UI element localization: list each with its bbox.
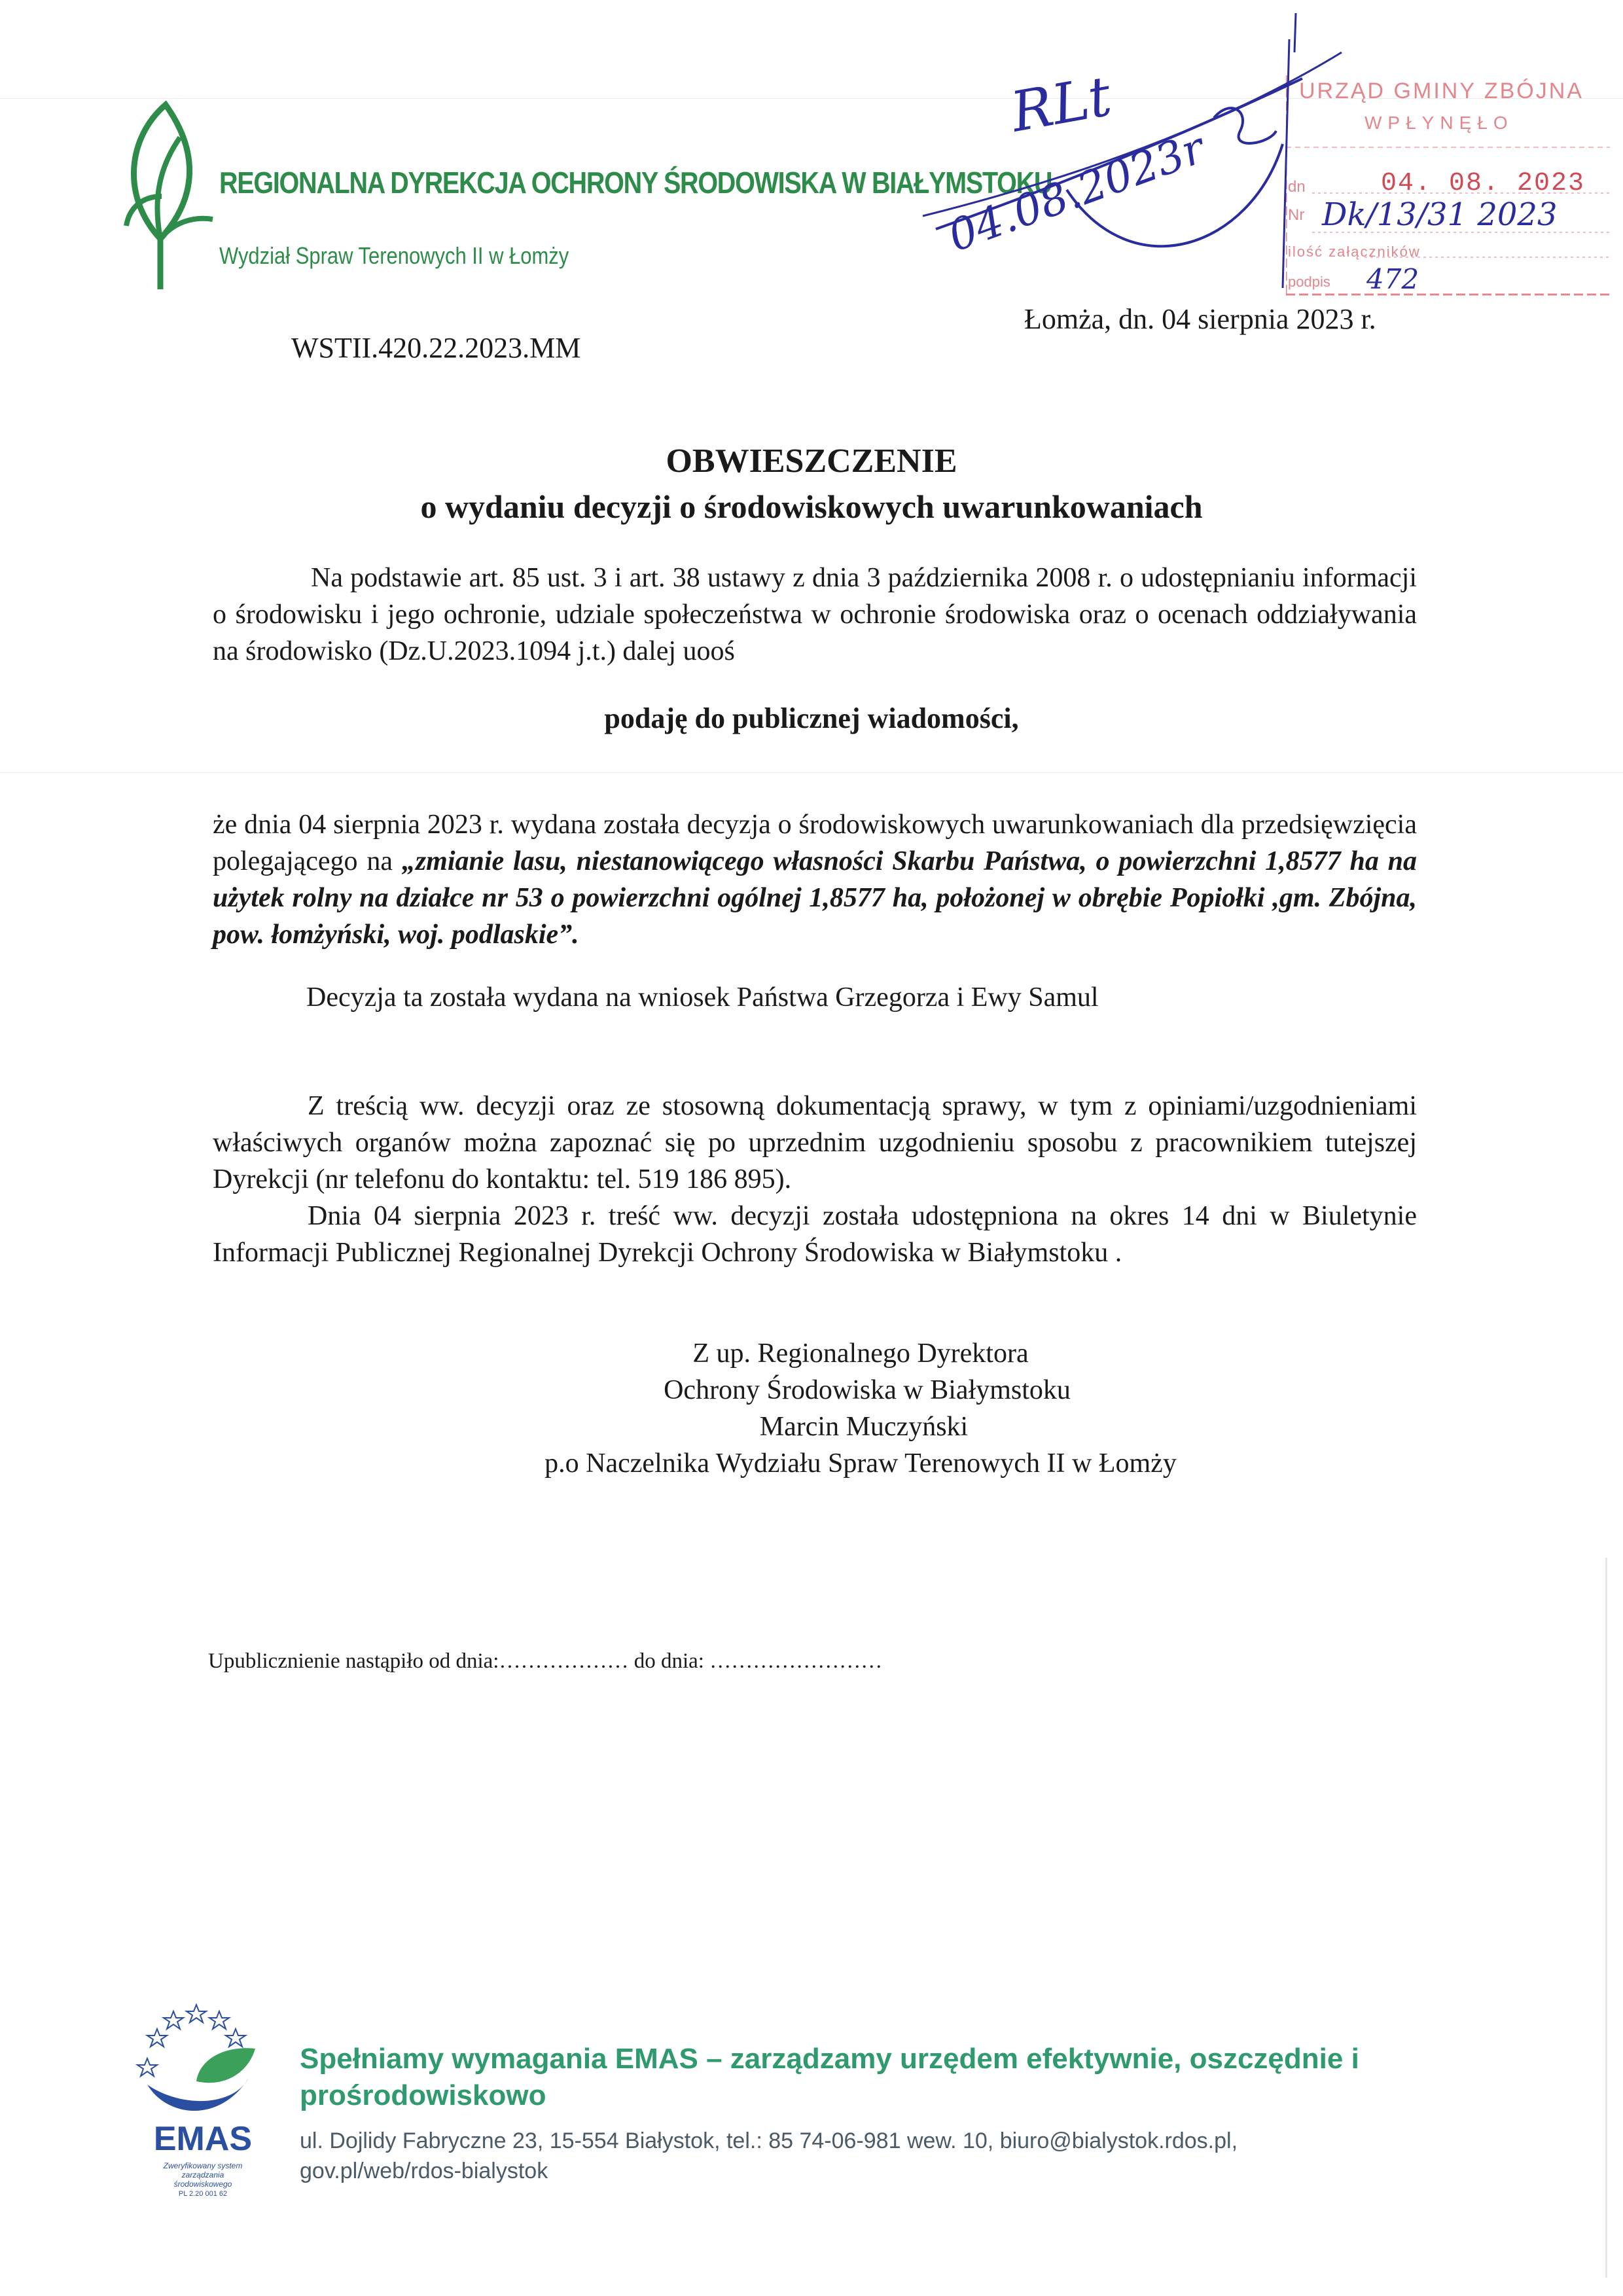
emas-caption-2: zarządzania [181,2170,224,2179]
signature-name: Marcin Muczyński [759,1412,969,1442]
decision-paragraph [213,806,1417,953]
stamp-title: URZĄD GMINY ZBÓJNA [1299,79,1584,103]
emas-registration: PL 2.20 001 62 [178,2190,228,2198]
handwritten-initials: RLt [1006,63,1116,145]
emas-label: EMAS [153,2120,253,2158]
address-line: ul. Dojlidy Fabryczne 23, 15-554 Białystok, tel.: 85 74-06-981 wew. 10, biuro@bialystok.rdos.pl, [300,2128,1238,2153]
place-and-date: Łomża, dn. 04 sierpnia 2023 r. [1024,303,1376,335]
emas-logo-icon [134,2000,272,2222]
stamp-signature-label: podpis [1288,274,1330,290]
contact-address [300,2126,1412,2186]
announcement-line: podaję do publicznej wiadomości, [604,702,1019,734]
signature-block [0,1335,1623,1482]
scan-edge [1605,1558,1607,2278]
document-subtitle: o wydaniu decyzji o środowiskowych uwarunkowaniach [420,488,1203,525]
website-link[interactable]: gov.pl/web/rdos-bialystok [300,2159,548,2183]
rdos-leaf-logo-icon [115,98,219,295]
stamp-signature-value: 472 [1366,263,1419,295]
dept-name: Wydział Spraw Terenowych II w Łomży [219,242,569,269]
org-name: REGIONALNA DYREKCJA OCHRONY ŚRODOWISKA W BIAŁYMSTOKU [219,166,1052,200]
stamp-received: WPŁYNĘŁO [1364,113,1514,133]
document-title: OBWIESZCZENIE [666,442,957,480]
applicant-line: Decyzja ta została wydana na wniosek Państwa Grzegorza i Ewy Samul [306,982,1099,1013]
stamp-attachments-label: ilość załączników [1288,243,1421,260]
signature-line-2: Ochrony Środowiska w Białymstoku [664,1375,1071,1405]
intro-text: Na podstawie art. 85 ust. 3 i art. 38 ustawy z dnia 3 października 2008 r. o udostępnianiu informacji o środowisku i jego ochronie, udziale społeczeństwa w ochronie środowiska oraz o ocenach oddziaływania na środowisko (Dz.U.2023.1094 j.t.) dalej uooś [213,563,1417,666]
stamp-dn-label: dn [1288,178,1306,196]
decision-text: że dnia 04 sierpnia 2023 r. wydana została decyzja o środowiskowych uwarunkowaniach dla przedsięwzięcia polegającego na [213,810,1417,876]
publication-dates: Upublicznienie nastąpiło od dnia:……………… do dnia: …………………… [208,1649,883,1673]
emas-headline: Spełniamy wymagania EMAS – zarządzamy urzędem efektywnie, oszczędnie i prośrodowiskowo [300,2043,1359,2111]
signature-position: p.o Naczelnika Wydziału Spraw Terenowych II w Łomży [544,1448,1177,1479]
handwritten-date: 04.08.2023r [942,122,1211,262]
stamp-date: 04. 08. 2023 [1381,169,1586,198]
emas-caption-3: środowiskowego [173,2179,232,2189]
project-description: „zmianie lasu, niestanowiącego własności Skarbu Państwa, o powierzchni 1,8577 ha na użytek rolny na działce nr 53 o powierzchni ogólnej 1,8577 ha, położonej w obrębie Popiołki ,gm. Zbójna, pow. łomżyński, woj. podlaskie”. [213,846,1418,950]
documentation-paragraph: Z treścią ww. decyzji oraz ze stosowną dokumentacją sprawy, w tym z opiniami/uzgodnieniami właściwych organów można zapoznać się po uprzednim uzgodnieniu sposobu z pracownikiem tutejszej Dyrekcji (nr telefonu do kontaktu: tel. 519 186 895). [213,1091,1417,1194]
stamp-nr-label: Nr [1288,206,1305,224]
signature-line-1: Z up. Regionalnego Dyrektora [692,1338,1029,1369]
emas-caption-1: Zweryfikowany system [163,2161,243,2170]
scan-line [0,772,1623,773]
reference-number: WSTII.420.22.2023.MM [291,332,581,364]
publication-paragraph: Dnia 04 sierpnia 2023 r. treść ww. decyzji została udostępniona na okres 14 dni w Biuletynie Informacji Publicznej Regionalnej Dyrekcji Ochrony Środowiska w Białymstoku . [213,1201,1417,1268]
stamp-nr-value: Dk/13/31 2023 [1322,196,1558,233]
intro-paragraph [213,560,1417,670]
